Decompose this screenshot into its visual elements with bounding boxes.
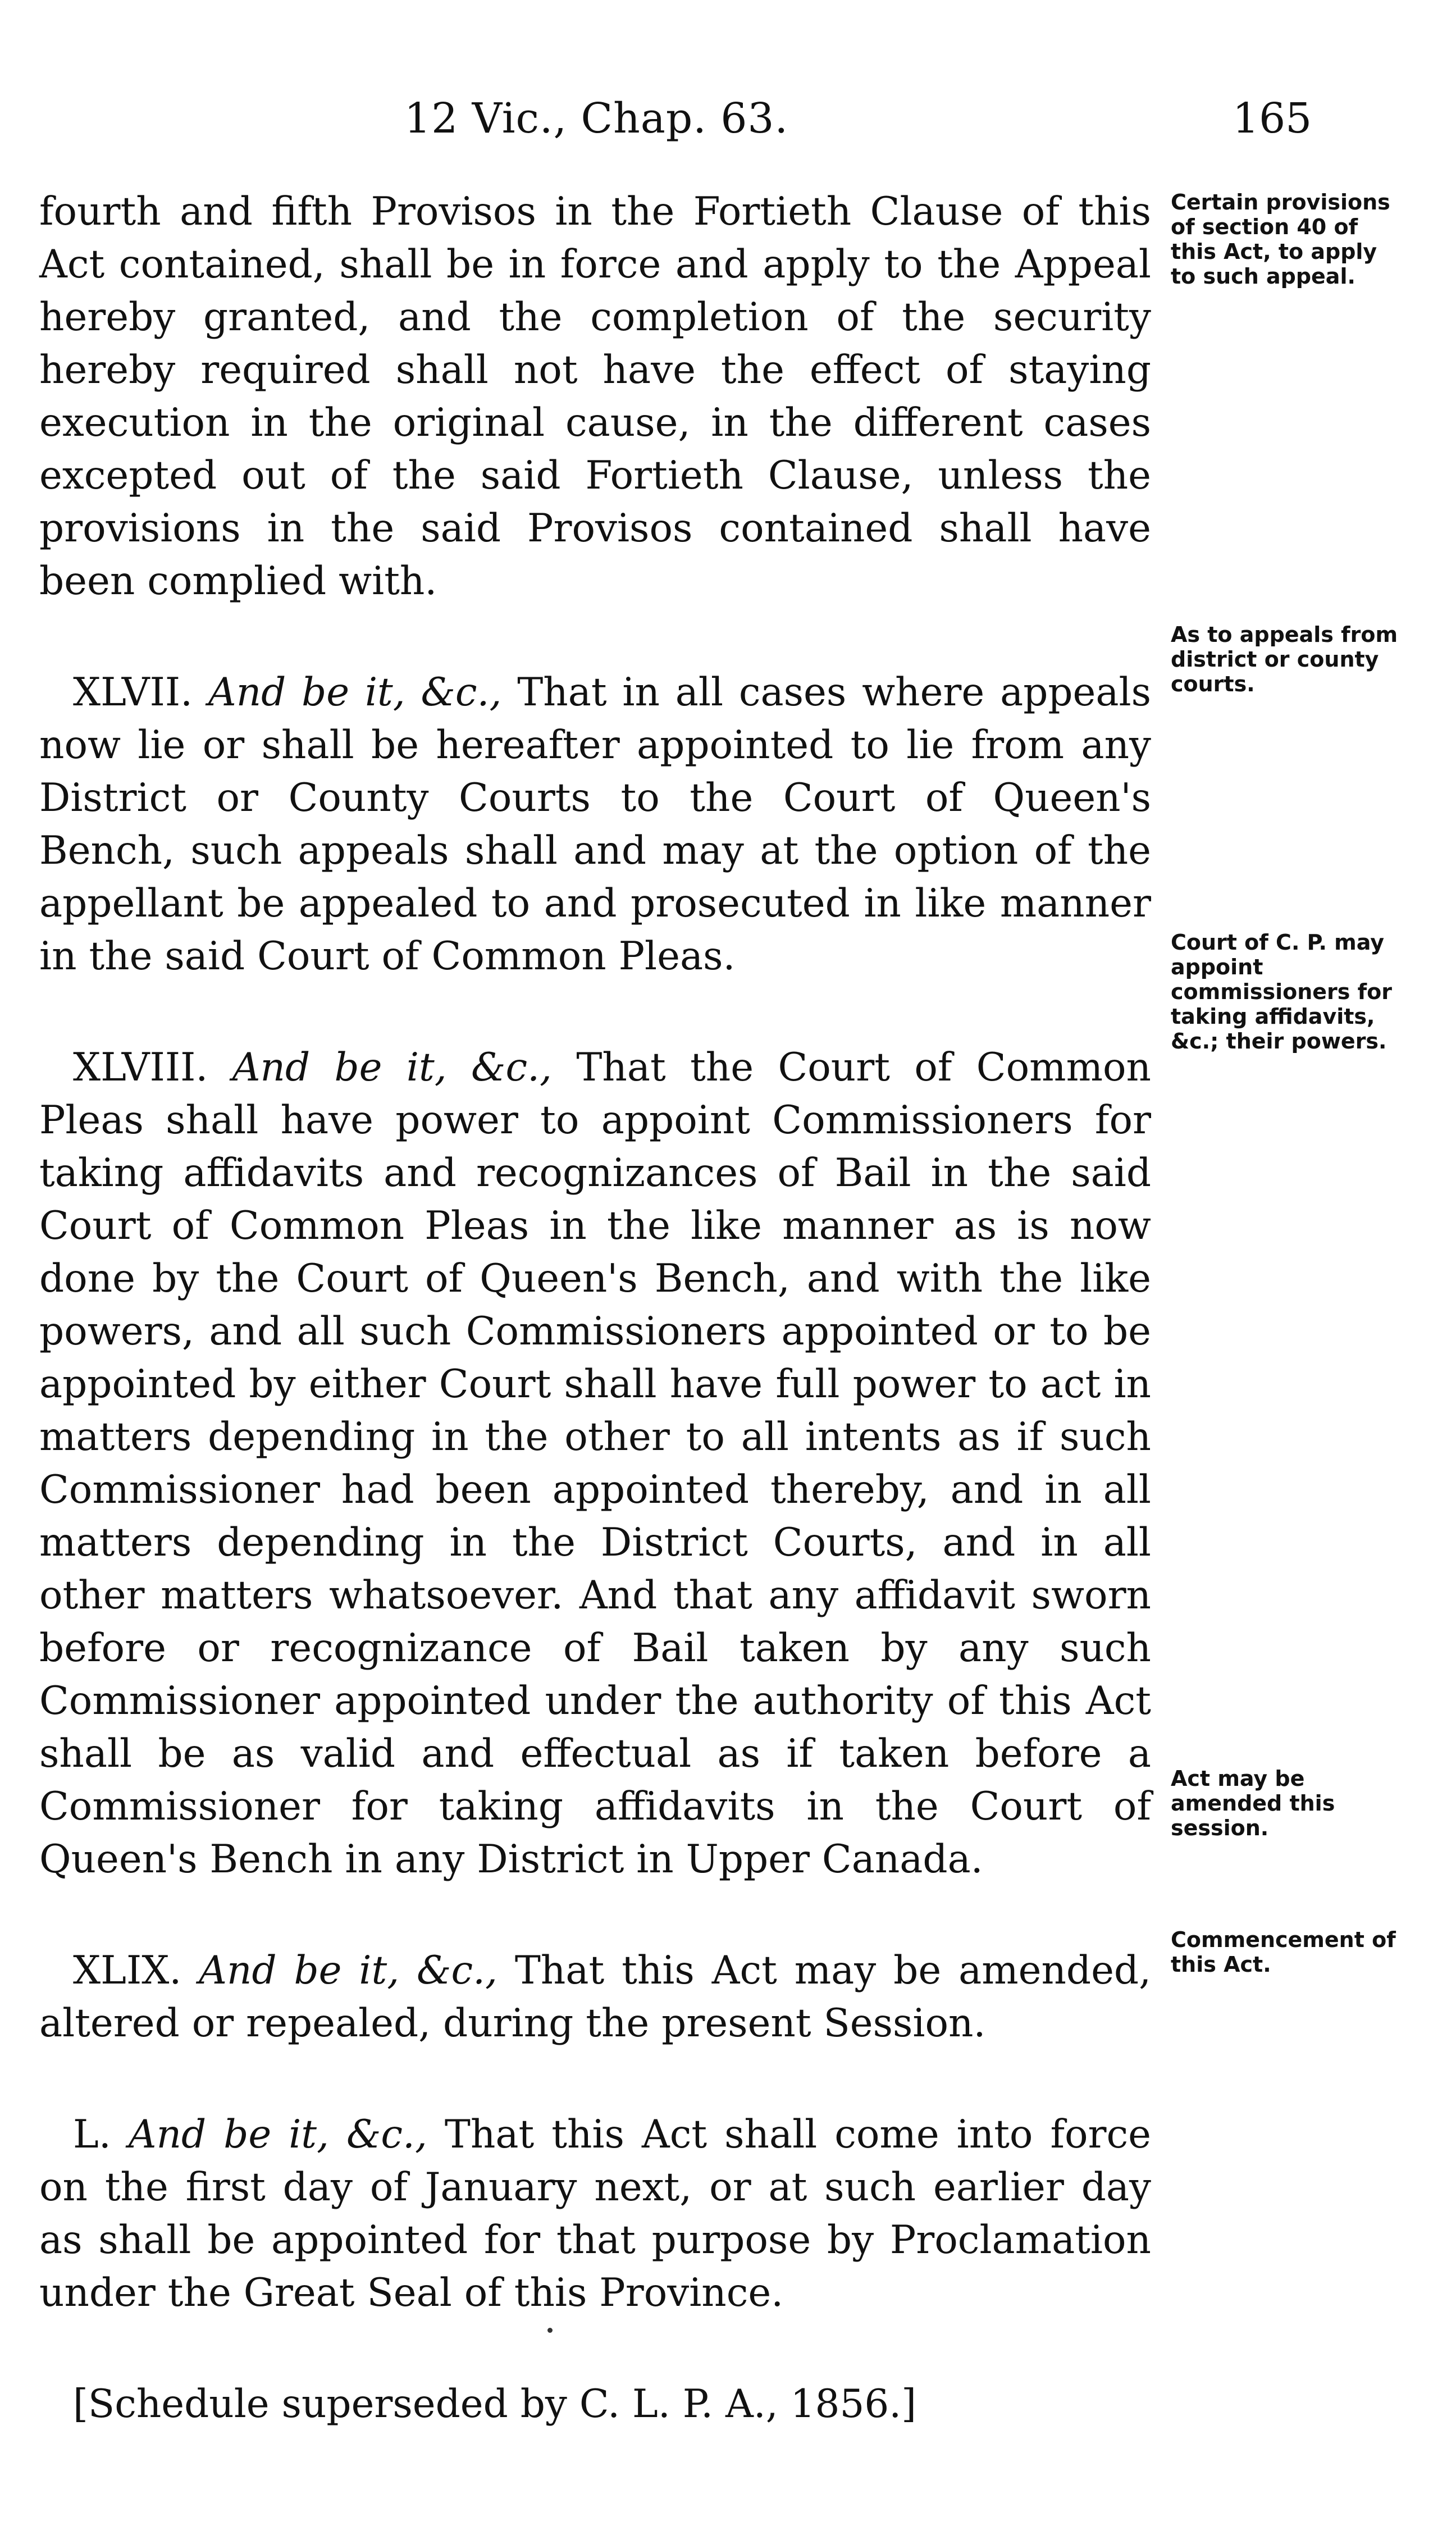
ink-speck	[547, 2328, 553, 2333]
margin-note-amended: Act may be amended this session.	[1171, 1766, 1335, 1840]
paragraph-text: fourth and fifth Provisos in the Fortieth Clause of this Act contained, shall be in force and apply to the Appeal hereby granted, and the completion of the security hereby required shall not have the effect of staying execution in the original cause, in the different cases excepted out of the said Fortieth Clause, unless the provisions in the said Provisos contained shall have been complied with.	[39, 189, 1151, 604]
margin-note-commissioners: Court of C. P. may appoint commissioners for taking affidavits, &c.; their powers.	[1171, 930, 1393, 1054]
enacting-words: And be it, &c.,	[232, 1045, 552, 1090]
paragraph-text: That this Act may be amended, altered or repealed, during the present Session.	[39, 1948, 1152, 2046]
section-number: XLIX.	[73, 1948, 182, 1993]
paragraph-text: That this Act shall come into force on the first day of January next, or at such earlier day as shall be appointed for that purpose by Proclamation under the Great Seal of this Province.	[39, 2112, 1152, 2315]
margin-note-appeals: As to appeals from district or county courts.	[1171, 622, 1398, 696]
body-text	[39, 185, 1151, 2431]
enacting-words: And be it, &c.,	[199, 1948, 497, 1993]
margin-note-commencement: Commencement of this Act.	[1171, 1927, 1396, 1977]
margin-note-certain-provisions: Certain provisions of section 40 of this Act, to apply to such appeal.	[1171, 190, 1390, 289]
section-xlix	[39, 1944, 1151, 2050]
section-number: XLVII.	[73, 670, 193, 715]
paragraph-continuation	[39, 185, 1151, 608]
enacting-words: And be it, &c.,	[128, 2112, 427, 2157]
enacting-words: And be it, &c.,	[208, 670, 502, 715]
running-head: 12 Vic., Chap. 63.	[404, 94, 788, 143]
section-number: L.	[73, 2112, 111, 2157]
section-number: XLVIII.	[73, 1045, 208, 1090]
section-xlviii	[39, 1041, 1151, 1886]
section-xlvii	[39, 666, 1151, 983]
schedule-note: [Schedule superseded by C. L. P. A., 1856.]	[73, 2382, 917, 2427]
section-l	[39, 2108, 1151, 2319]
page-header	[0, 94, 1456, 156]
paragraph-text: That the Court of Common Pleas shall have power to appoint Commissioners for taking affidavits and recognizances of Bail in the said Court of Common Pleas in the like manner as is now done by the Court of Queen's Bench, and with the like powers, and all such Commissioners appointed or to be appointed by either Court shall have full power to act in matters depending in the other to all intents as if such Commissioner had been appointed thereby, and in all matters depending in the District Courts, and in all other matters whatsoever. And that any affidavit sworn before or recognizance of Bail taken by any such Commissioner appointed under the authority of this Act shall be as valid and effectual as if taken before a Commissioner for taking affidavits in the Court of Queen's Bench in any District in Upper Canada.	[39, 1045, 1151, 1882]
page-number: 165	[1233, 94, 1312, 143]
paragraph-text: That in all cases where appeals now lie or shall be hereafter appointed to lie from any District or County Courts to the Court of Queen's Bench, such appeals shall and may at the option of the appellant be appealed to and prosecuted in like manner in the said Court of Common Pleas.	[39, 670, 1151, 979]
